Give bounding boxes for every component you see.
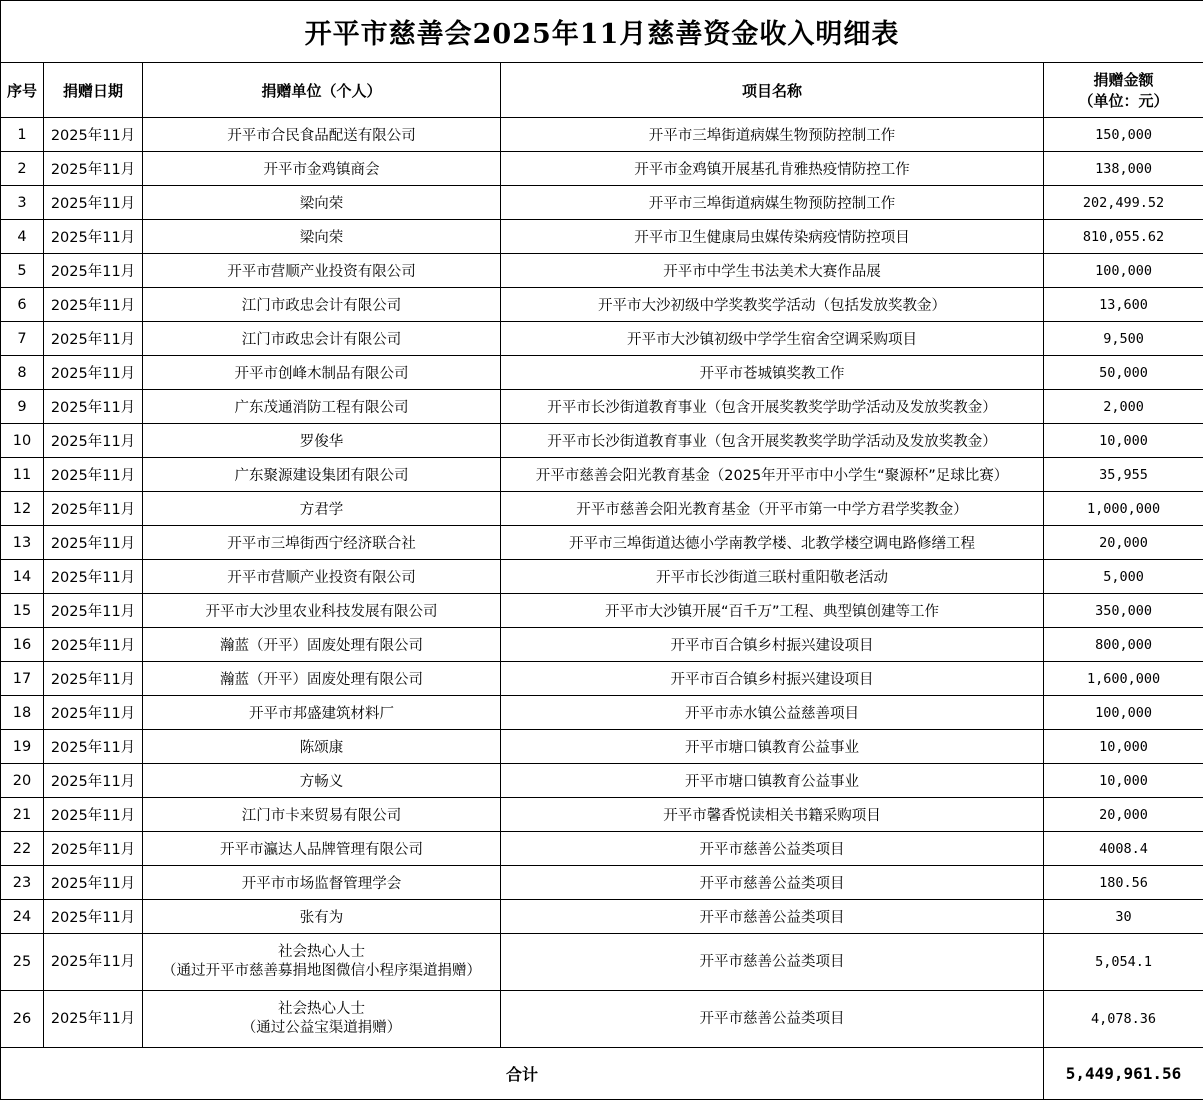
row-no: 6 (1, 288, 44, 322)
table-row (1, 526, 1203, 560)
row-no: 26 (1, 991, 44, 1048)
row-no: 12 (1, 492, 44, 526)
table-row (1, 492, 1203, 526)
table-row (1, 356, 1203, 390)
row-donor: 瀚蓝（开平）固废处理有限公司 (143, 662, 501, 696)
row-date: 2025年11月 (44, 798, 143, 832)
row-amount: 4,078.36 (1044, 991, 1203, 1048)
header-amount-line1: 捐赠金额 (1093, 71, 1154, 89)
table-row (1, 458, 1203, 492)
row-amount: 13,600 (1044, 288, 1203, 322)
row-no: 5 (1, 254, 44, 288)
row-date: 2025年11月 (44, 186, 143, 220)
header-date: 捐赠日期 (44, 63, 143, 118)
row-amount: 35,955 (1044, 458, 1203, 492)
row-amount: 20,000 (1044, 526, 1203, 560)
table-row (1, 390, 1203, 424)
row-date: 2025年11月 (44, 991, 143, 1048)
total-label: 合计 (1, 1048, 1044, 1100)
row-donor: 江门市政忠会计有限公司 (143, 288, 501, 322)
row-date: 2025年11月 (44, 628, 143, 662)
header-no: 序号 (1, 63, 44, 118)
row-amount: 50,000 (1044, 356, 1203, 390)
row-project: 开平市苍城镇奖教工作 (501, 356, 1044, 390)
row-date: 2025年11月 (44, 560, 143, 594)
row-date: 2025年11月 (44, 152, 143, 186)
row-date: 2025年11月 (44, 220, 143, 254)
table-title: 开平市慈善会2025年11月慈善资金收入明细表 (1, 1, 1203, 63)
row-amount: 350,000 (1044, 594, 1203, 628)
row-donor: 开平市瀛达人品牌管理有限公司 (143, 832, 501, 866)
row-amount: 10,000 (1044, 730, 1203, 764)
row-donor: 江门市卡来贸易有限公司 (143, 798, 501, 832)
row-amount: 5,054.1 (1044, 934, 1203, 991)
table-row (1, 991, 1203, 1048)
table-row (1, 152, 1203, 186)
row-date: 2025年11月 (44, 254, 143, 288)
row-date: 2025年11月 (44, 424, 143, 458)
row-donor-line2: （通过开平市慈善募捐地图微信小程序渠道捐赠） (162, 963, 481, 979)
row-amount: 1,600,000 (1044, 662, 1203, 696)
row-project: 开平市慈善公益类项目 (501, 934, 1044, 991)
table-row (1, 662, 1203, 696)
table-row (1, 424, 1203, 458)
row-no: 11 (1, 458, 44, 492)
table-row (1, 594, 1203, 628)
row-project: 开平市三埠街道达德小学南教学楼、北教学楼空调电路修缮工程 (501, 526, 1044, 560)
table-row (1, 934, 1203, 991)
row-amount: 1,000,000 (1044, 492, 1203, 526)
row-donor: 开平市三埠街西宁经济联合社 (143, 526, 501, 560)
row-amount: 10,000 (1044, 764, 1203, 798)
row-donor: 开平市创峰木制品有限公司 (143, 356, 501, 390)
row-amount: 10,000 (1044, 424, 1203, 458)
row-date: 2025年11月 (44, 696, 143, 730)
row-project: 开平市卫生健康局虫媒传染病疫情防控项目 (501, 220, 1044, 254)
row-project: 开平市长沙街道三联村重阳敬老活动 (501, 560, 1044, 594)
row-no: 19 (1, 730, 44, 764)
row-donor-line2: （通过公益宝渠道捐赠） (241, 1020, 402, 1036)
row-amount: 810,055.62 (1044, 220, 1203, 254)
row-no: 21 (1, 798, 44, 832)
table-row (1, 866, 1203, 900)
row-project: 开平市百合镇乡村振兴建设项目 (501, 628, 1044, 662)
table-row (1, 288, 1203, 322)
table-row (1, 560, 1203, 594)
row-project: 开平市塘口镇教育公益事业 (501, 730, 1044, 764)
row-date: 2025年11月 (44, 356, 143, 390)
row-amount: 202,499.52 (1044, 186, 1203, 220)
row-project: 开平市大沙镇初级中学学生宿舍空调采购项目 (501, 322, 1044, 356)
row-amount: 4008.4 (1044, 832, 1203, 866)
row-donor-line1: 社会热心人士 (278, 944, 365, 960)
row-date: 2025年11月 (44, 322, 143, 356)
row-donor: 陈颂康 (143, 730, 501, 764)
row-project: 开平市馨香悦读相关书籍采购项目 (501, 798, 1044, 832)
row-donor: 张有为 (143, 900, 501, 934)
row-project: 开平市大沙初级中学奖教奖学活动（包括发放奖教金） (501, 288, 1044, 322)
row-no: 18 (1, 696, 44, 730)
row-no: 7 (1, 322, 44, 356)
row-no: 13 (1, 526, 44, 560)
row-no: 16 (1, 628, 44, 662)
row-amount: 2,000 (1044, 390, 1203, 424)
row-date: 2025年11月 (44, 662, 143, 696)
row-project: 开平市慈善会阳光教育基金（开平市第一中学方君学奖教金） (501, 492, 1044, 526)
table-row (1, 254, 1203, 288)
row-donor: 江门市政忠会计有限公司 (143, 322, 501, 356)
row-amount: 20,000 (1044, 798, 1203, 832)
row-amount: 5,000 (1044, 560, 1203, 594)
row-project: 开平市慈善公益类项目 (501, 991, 1044, 1048)
row-project: 开平市赤水镇公益慈善项目 (501, 696, 1044, 730)
row-date: 2025年11月 (44, 390, 143, 424)
row-donor: 瀚蓝（开平）固废处理有限公司 (143, 628, 501, 662)
row-project: 开平市大沙镇开展“百千万”工程、典型镇创建等工作 (501, 594, 1044, 628)
row-project: 开平市塘口镇教育公益事业 (501, 764, 1044, 798)
total-amount: 5,449,961.56 (1044, 1048, 1203, 1100)
row-date: 2025年11月 (44, 764, 143, 798)
row-donor: 方畅义 (143, 764, 501, 798)
row-donor: 开平市营顺产业投资有限公司 (143, 254, 501, 288)
row-date: 2025年11月 (44, 866, 143, 900)
row-donor: 广东聚源建设集团有限公司 (143, 458, 501, 492)
row-date: 2025年11月 (44, 526, 143, 560)
row-project: 开平市慈善公益类项目 (501, 832, 1044, 866)
row-donor: 方君学 (143, 492, 501, 526)
row-project: 开平市三埠街道病媒生物预防控制工作 (501, 186, 1044, 220)
row-date: 2025年11月 (44, 900, 143, 934)
table-row (1, 322, 1203, 356)
row-amount: 9,500 (1044, 322, 1203, 356)
row-no: 2 (1, 152, 44, 186)
row-date: 2025年11月 (44, 832, 143, 866)
row-project: 开平市长沙街道教育事业（包含开展奖教奖学助学活动及发放奖教金） (501, 424, 1044, 458)
header-donor: 捐赠单位（个人） (143, 63, 501, 118)
row-no: 4 (1, 220, 44, 254)
row-donor: 开平市合民食品配送有限公司 (143, 118, 501, 152)
row-project: 开平市慈善公益类项目 (501, 866, 1044, 900)
table-row (1, 696, 1203, 730)
row-project: 开平市百合镇乡村振兴建设项目 (501, 662, 1044, 696)
row-no: 8 (1, 356, 44, 390)
row-no: 22 (1, 832, 44, 866)
row-date: 2025年11月 (44, 458, 143, 492)
total-row (1, 1048, 1203, 1100)
row-amount: 180.56 (1044, 866, 1203, 900)
row-date: 2025年11月 (44, 594, 143, 628)
row-no: 23 (1, 866, 44, 900)
row-no: 17 (1, 662, 44, 696)
row-project: 开平市慈善会阳光教育基金（2025年开平市中小学生“聚源杯”足球比赛） (501, 458, 1044, 492)
row-amount: 30 (1044, 900, 1203, 934)
row-date: 2025年11月 (44, 492, 143, 526)
table-row (1, 832, 1203, 866)
row-project: 开平市金鸡镇开展基孔肯雅热疫情防控工作 (501, 152, 1044, 186)
table-row (1, 798, 1203, 832)
row-no: 10 (1, 424, 44, 458)
row-no: 15 (1, 594, 44, 628)
row-project: 开平市中学生书法美术大赛作品展 (501, 254, 1044, 288)
table-row (1, 118, 1203, 152)
row-donor-line1: 社会热心人士 (278, 1001, 365, 1017)
row-no: 25 (1, 934, 44, 991)
table-row (1, 220, 1203, 254)
row-no: 3 (1, 186, 44, 220)
row-donor (143, 934, 501, 991)
row-donor: 罗俊华 (143, 424, 501, 458)
row-project: 开平市三埠街道病媒生物预防控制工作 (501, 118, 1044, 152)
row-donor: 开平市邦盛建筑材料厂 (143, 696, 501, 730)
row-amount: 800,000 (1044, 628, 1203, 662)
table-row (1, 730, 1203, 764)
row-date: 2025年11月 (44, 288, 143, 322)
row-amount: 100,000 (1044, 696, 1203, 730)
header-project: 项目名称 (501, 63, 1044, 118)
header-amount-line2: （单位：元） (1078, 92, 1169, 110)
row-amount: 138,000 (1044, 152, 1203, 186)
row-donor: 广东茂通消防工程有限公司 (143, 390, 501, 424)
row-donor: 开平市市场监督管理学会 (143, 866, 501, 900)
row-date: 2025年11月 (44, 934, 143, 991)
table-row (1, 764, 1203, 798)
table-body (1, 118, 1203, 1048)
table-row (1, 628, 1203, 662)
row-date: 2025年11月 (44, 730, 143, 764)
row-no: 24 (1, 900, 44, 934)
row-no: 20 (1, 764, 44, 798)
row-donor: 开平市营顺产业投资有限公司 (143, 560, 501, 594)
row-donor: 开平市大沙里农业科技发展有限公司 (143, 594, 501, 628)
row-donor: 梁向荣 (143, 186, 501, 220)
row-project: 开平市慈善公益类项目 (501, 900, 1044, 934)
row-no: 9 (1, 390, 44, 424)
table-row (1, 900, 1203, 934)
row-no: 1 (1, 118, 44, 152)
row-project: 开平市长沙街道教育事业（包含开展奖教奖学助学活动及发放奖教金） (501, 390, 1044, 424)
row-donor (143, 991, 501, 1048)
table-row (1, 186, 1203, 220)
header-row (1, 63, 1203, 118)
row-amount: 100,000 (1044, 254, 1203, 288)
row-no: 14 (1, 560, 44, 594)
row-donor: 开平市金鸡镇商会 (143, 152, 501, 186)
row-amount: 150,000 (1044, 118, 1203, 152)
row-donor: 梁向荣 (143, 220, 501, 254)
header-amount (1044, 63, 1203, 118)
row-date: 2025年11月 (44, 118, 143, 152)
